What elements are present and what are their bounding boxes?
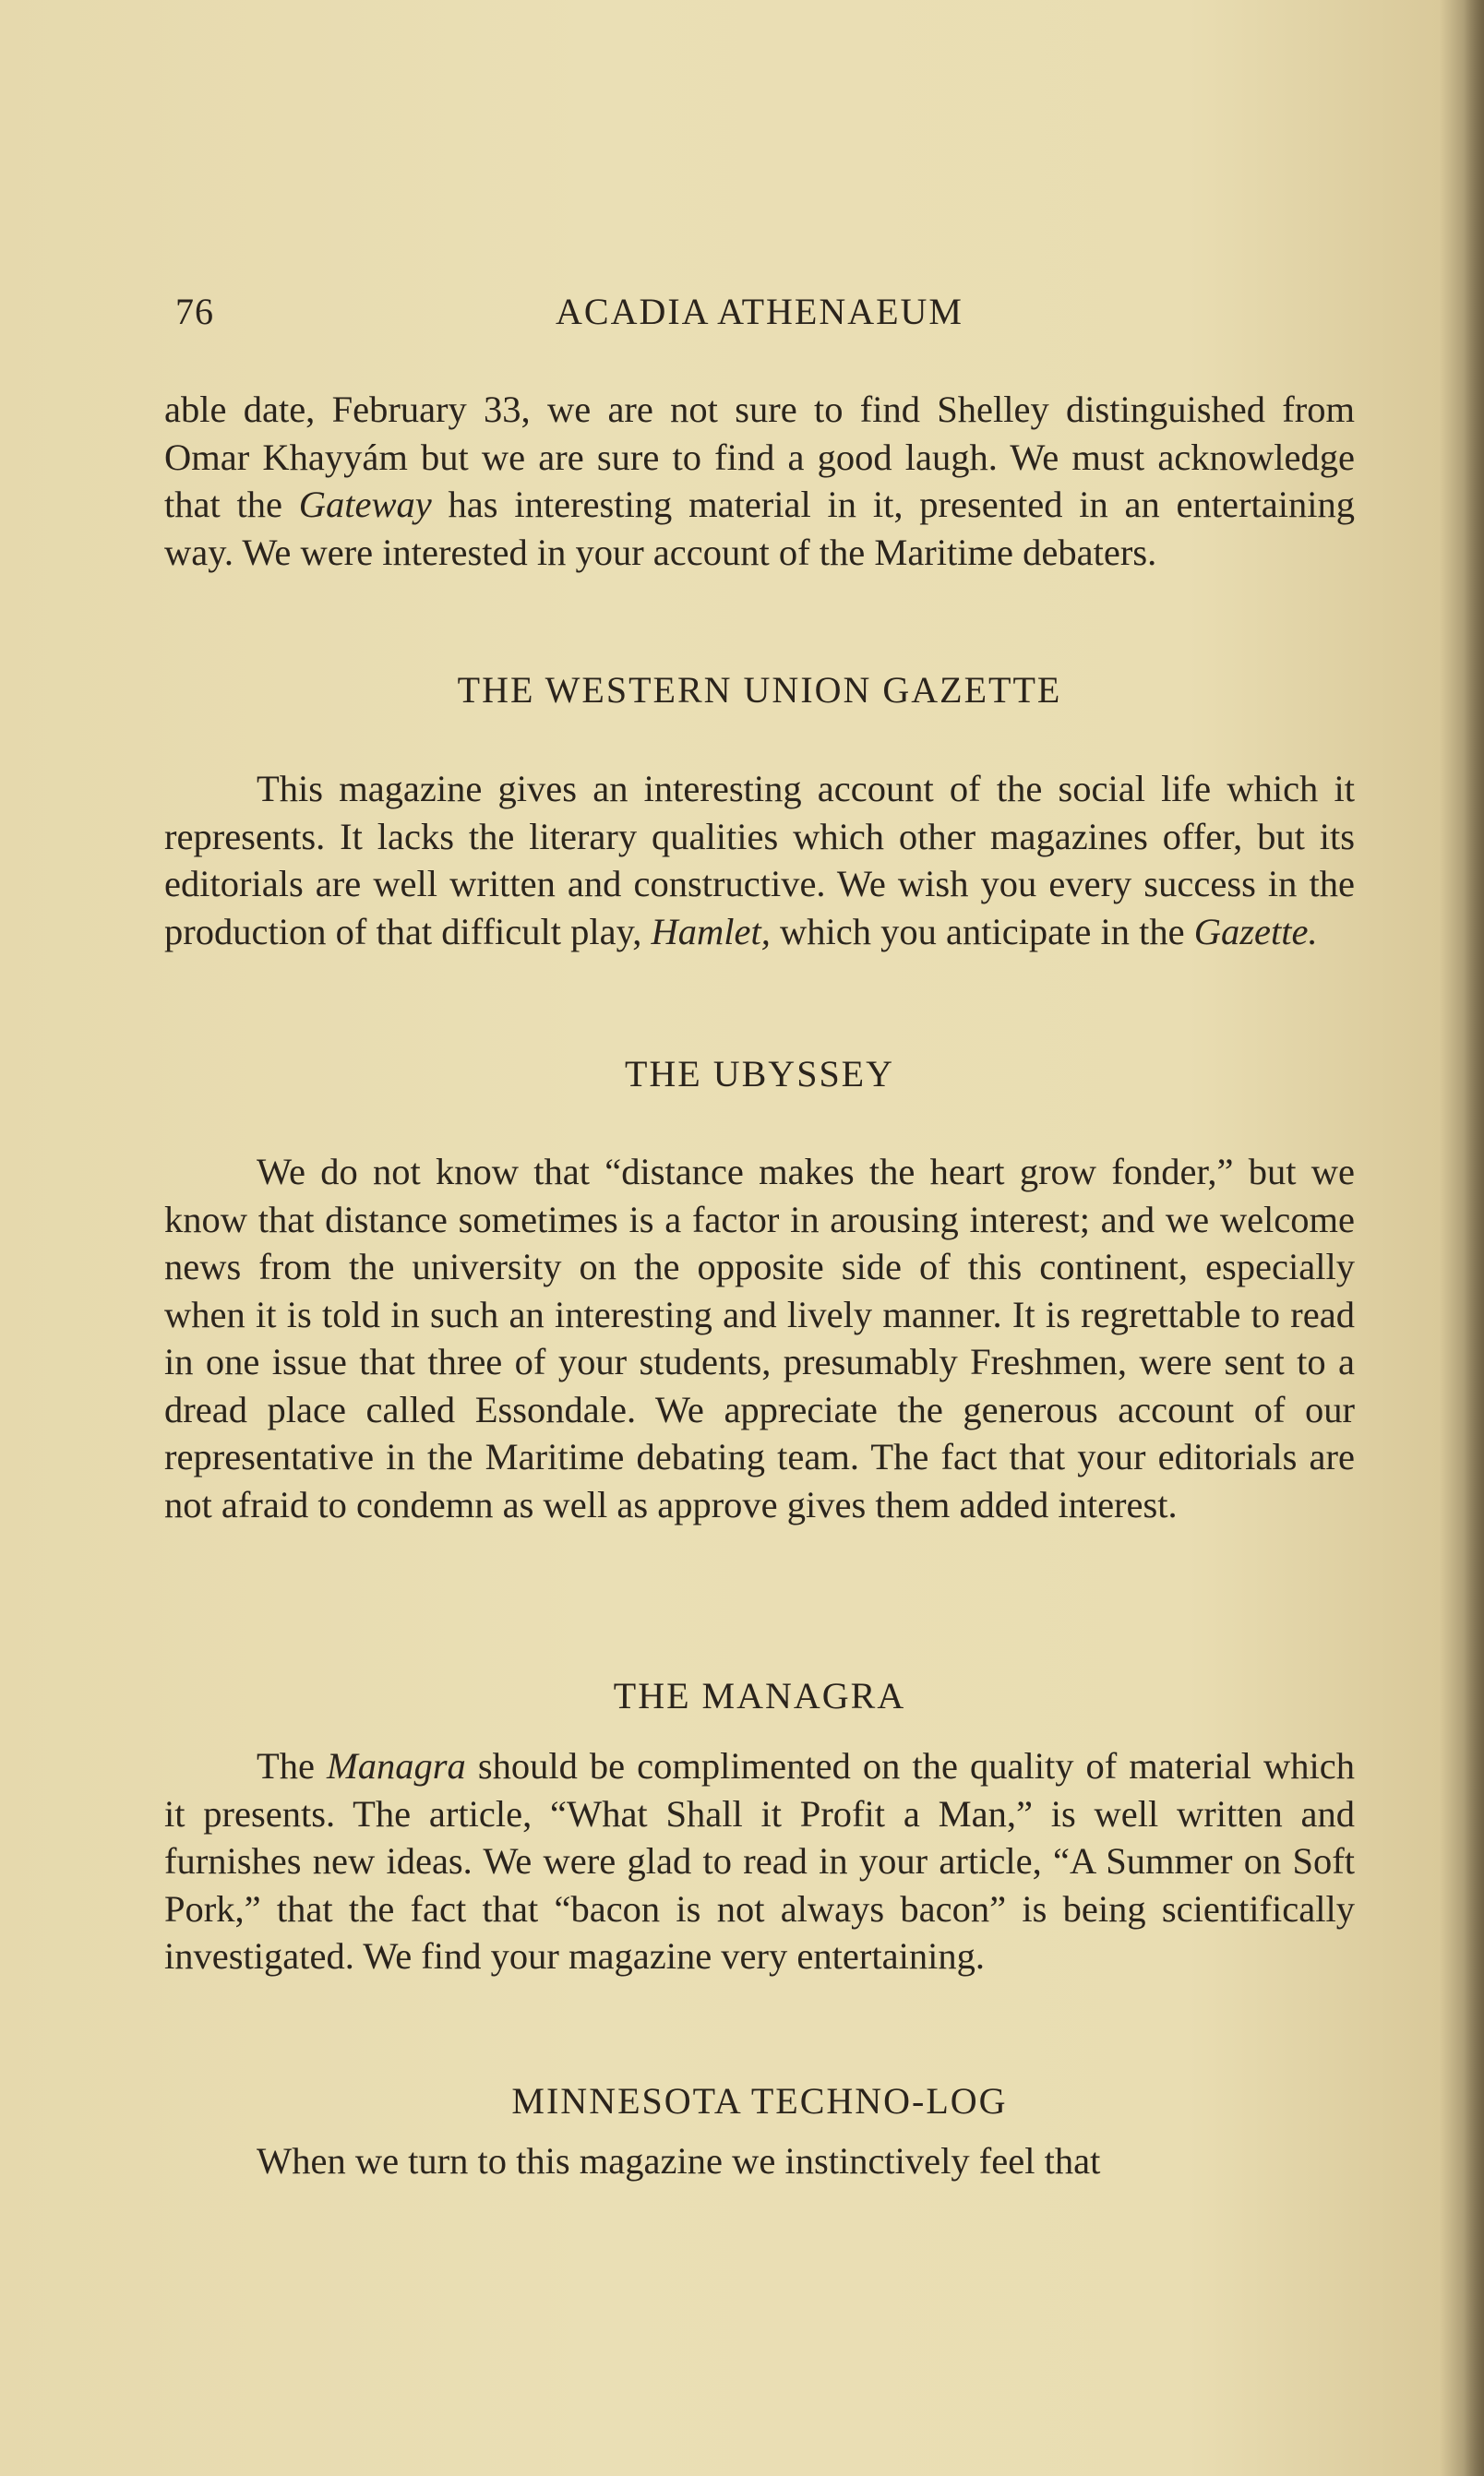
italic-title: Gazette. bbox=[1193, 910, 1318, 952]
section-body bbox=[164, 1148, 1355, 1528]
section-heading: THE UBYSSEY bbox=[624, 1053, 895, 1094]
paragraph-text: This magazine gives an interesting account of the social life which it represents. It lacks the literary qualities which other magazines offer, but its editorials are well written and constructive. We wish you every success in the production of that difficult play, bbox=[164, 768, 1355, 952]
section-heading: THE WESTERN UNION GAZETTE bbox=[457, 669, 1062, 711]
paragraph bbox=[164, 1742, 1355, 1980]
spine-shadow bbox=[1464, 0, 1484, 2476]
continuation-paragraph bbox=[164, 386, 1355, 576]
paragraph-text: able date, February 33, we are not sure to find Shelley distinguished from Omar Khayyám but we are sure to find a good laugh. We must acknowledge that the bbox=[164, 389, 1355, 525]
paragraph bbox=[164, 765, 1355, 955]
page-header bbox=[164, 286, 1355, 341]
paragraph bbox=[164, 386, 1355, 576]
paragraph-text: which you anticipate in the bbox=[770, 910, 1194, 952]
paragraph-text: has interesting material in it, presented in an entertaining way. We were interested in your account of the Maritime debaters. bbox=[164, 484, 1355, 573]
paragraph-text: should be complimented on the quality of material which it presents. The article, “What Shall it Profit a Man,” is well written and furnishes new ideas. We were glad to read in your article, “A Summer on Soft Pork,” that the fact that “bacon is not always bacon” is being scientifically investigated. We find your magazine very entertaining. bbox=[164, 1745, 1355, 1977]
paragraph: When we turn to this magazine we instinctively feel that bbox=[257, 2140, 1101, 2182]
italic-title: Hamlet, bbox=[651, 910, 771, 952]
italic-title: Managra bbox=[327, 1745, 466, 1787]
running-title: ACADIA ATHENAEUM bbox=[556, 291, 963, 332]
section-body bbox=[164, 2137, 1355, 2185]
section-heading: THE MANAGRA bbox=[613, 1675, 906, 1716]
paragraph: We do not know that “distance makes the heart grow fonder,” but we know that distance sometimes is a factor in arousing interest; and we welcome news from the university on the opposite side of this continent, especially when it is told in such an interesting and lively manner. It is regrettable to read in one issue that three of your students, presumably Freshmen, were sent to a dread place called Essondale. We appreciate the generous account of our representative in the Maritime debating team. The fact that your editorials are not afraid to condemn as well as approve gives them added interest. bbox=[164, 1151, 1355, 1525]
section-body bbox=[164, 765, 1355, 955]
paragraph-text: The bbox=[257, 1745, 328, 1787]
italic-title: Gateway bbox=[298, 484, 432, 525]
section-heading: MINNESOTA TECHNO-LOG bbox=[511, 2080, 1008, 2122]
section-body bbox=[164, 1742, 1355, 1980]
page-number: 76 bbox=[175, 291, 214, 332]
